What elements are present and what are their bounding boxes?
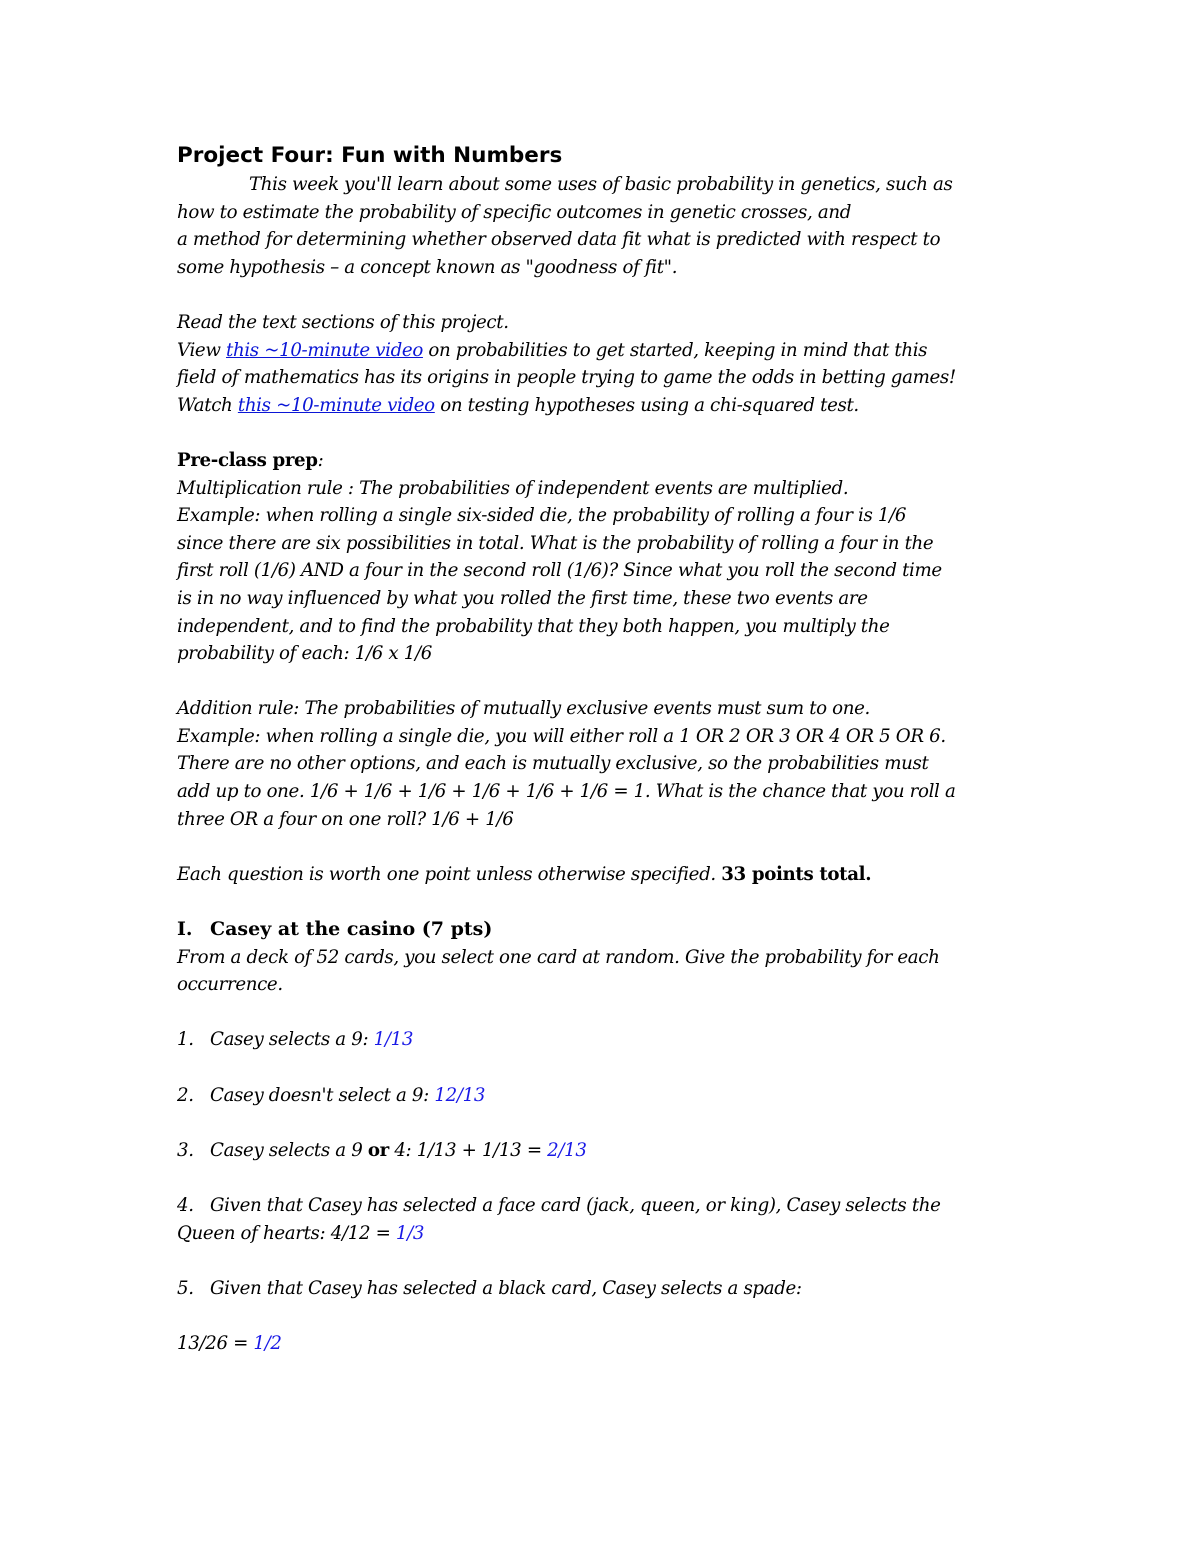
answer-text: 1/2 — [253, 1332, 282, 1354]
question-4 — [177, 1192, 1037, 1220]
mult-line: probability of each: 1/6 x 1/6 — [177, 643, 432, 665]
add-line: There are no other options, and each is mutually exclusive, so the probabilities must — [177, 753, 929, 775]
question-2 — [177, 1082, 1037, 1110]
spacer — [177, 419, 1037, 447]
add-line: Example: when rolling a single die, you will either roll a 1 OR 2 OR 3 OR 4 OR 5 OR 6. — [177, 725, 946, 747]
add-line: add up to one. 1/6 + 1/6 + 1/6 + 1/6 + 1/6 + 1/6 = 1. What is the chance that you roll a — [177, 781, 956, 803]
prep-heading-text: Pre-class prep — [177, 449, 318, 471]
section-1-title: Casey at the casino (7 pts) — [210, 918, 493, 941]
answer-work: 13/26 = — [177, 1332, 254, 1354]
question-number: 3. — [177, 1139, 194, 1161]
question-or-emphasis: or — [367, 1139, 389, 1161]
spacer — [177, 888, 1037, 916]
watch-suffix: on testing hypotheses using a chi-squared test. — [434, 394, 859, 416]
mult-line: independent, and to find the probability that they both happen, you multiply the — [177, 615, 890, 637]
spacer — [177, 668, 1037, 696]
document-page — [177, 141, 1037, 1358]
view-suffix: on probabilities to get started, keeping in mind that this — [422, 339, 928, 361]
intro-line-2: how to estimate the probability of specific outcomes in genetic crosses, and — [177, 201, 852, 223]
section-1-numeral: I. — [177, 918, 193, 941]
answer-text: 2/13 — [547, 1139, 587, 1161]
prep-heading — [177, 447, 1037, 475]
view-instruction — [177, 337, 1037, 365]
watch-prefix: Watch — [177, 394, 238, 416]
spacer — [177, 1247, 1037, 1275]
question-5-answer — [177, 1330, 1037, 1358]
question-text: Casey selects a 9: — [210, 1029, 374, 1051]
answer-text: 1/13 — [373, 1029, 414, 1051]
question-text: Given that Casey has selected a black card, Casey selects a spade: — [210, 1277, 802, 1299]
section-1-desc-line-2: occurrence. — [177, 974, 283, 996]
points-text: Each question is worth one point unless otherwise specified. — [177, 863, 722, 885]
question-text: 4: 1/13 + 1/13 = — [388, 1139, 548, 1161]
question-4-line-2 — [177, 1220, 1037, 1248]
watch-instruction — [177, 392, 1037, 420]
question-text: Casey selects a 9 — [210, 1139, 368, 1161]
spacer — [177, 1302, 1037, 1330]
add-line: Addition rule: The probabilities of mutually exclusive events must sum to one. — [177, 698, 870, 720]
mult-line: Multiplication rule : The probabilities of independent events are multiplied. — [177, 477, 849, 499]
probability-video-link[interactable]: this ~10-minute video — [226, 339, 423, 361]
points-statement — [177, 861, 1037, 889]
add-line: three OR a four on one roll? 1/6 + 1/6 — [177, 808, 514, 830]
question-text: Given that Casey has selected a face card (jack, queen, or king), Casey selects the — [210, 1194, 941, 1216]
section-1-desc-line-1: From a deck of 52 cards, you select one card at random. Give the probability for each — [177, 946, 940, 968]
question-5 — [177, 1275, 1037, 1303]
question-number: 5. — [177, 1277, 194, 1299]
chi-squared-video-link[interactable]: this ~10-minute video — [237, 394, 435, 416]
read-instruction: Read the text sections of this project. — [177, 311, 509, 333]
intro-line-1: This week you'll learn about some uses of basic probability in genetics, such as — [249, 174, 953, 195]
question-1 — [177, 1026, 1037, 1054]
spacer — [177, 999, 1037, 1027]
intro-line-4: some hypothesis – a concept known as "goodness of fit". — [177, 256, 678, 278]
question-number: 4. — [177, 1194, 194, 1216]
view-prefix: View — [177, 339, 226, 361]
mult-line: first roll (1/6) AND a four in the second roll (1/6)? Since what you roll the second time — [177, 560, 942, 582]
spacer — [177, 1109, 1037, 1137]
answer-text: 1/3 — [395, 1222, 425, 1244]
addition-rule — [177, 695, 1037, 833]
section-1-heading — [177, 916, 1037, 944]
question-text: Queen of hearts: 4/12 = — [177, 1222, 396, 1244]
page-title: Project Four: Fun with Numbers — [177, 143, 563, 168]
mult-line: since there are six possibilities in total. What is the probability of rolling a four in the — [177, 532, 934, 554]
prep-heading-colon: : — [317, 449, 324, 471]
spacer — [177, 1164, 1037, 1192]
answer-text: 12/13 — [434, 1084, 486, 1106]
view-instruction-line-2: field of mathematics has its origins in people trying to game the odds in betting games! — [177, 367, 956, 389]
mult-line: is in no way influenced by what you rolled the first time, these two events are — [177, 587, 868, 609]
question-3 — [177, 1137, 1037, 1165]
points-total: 33 points total. — [721, 863, 872, 885]
spacer — [177, 1054, 1037, 1082]
mult-line: Example: when rolling a single six-sided die, the probability of rolling a four is 1/6 — [177, 505, 907, 527]
question-text: Casey doesn't select a 9: — [210, 1084, 435, 1106]
spacer — [177, 281, 1037, 309]
intro-line-3: a method for determining whether observed data fit what is predicted with respect to — [177, 229, 941, 251]
multiplication-rule — [177, 475, 1037, 668]
question-number: 1. — [177, 1029, 194, 1051]
spacer — [177, 833, 1037, 861]
question-number: 2. — [177, 1084, 194, 1106]
